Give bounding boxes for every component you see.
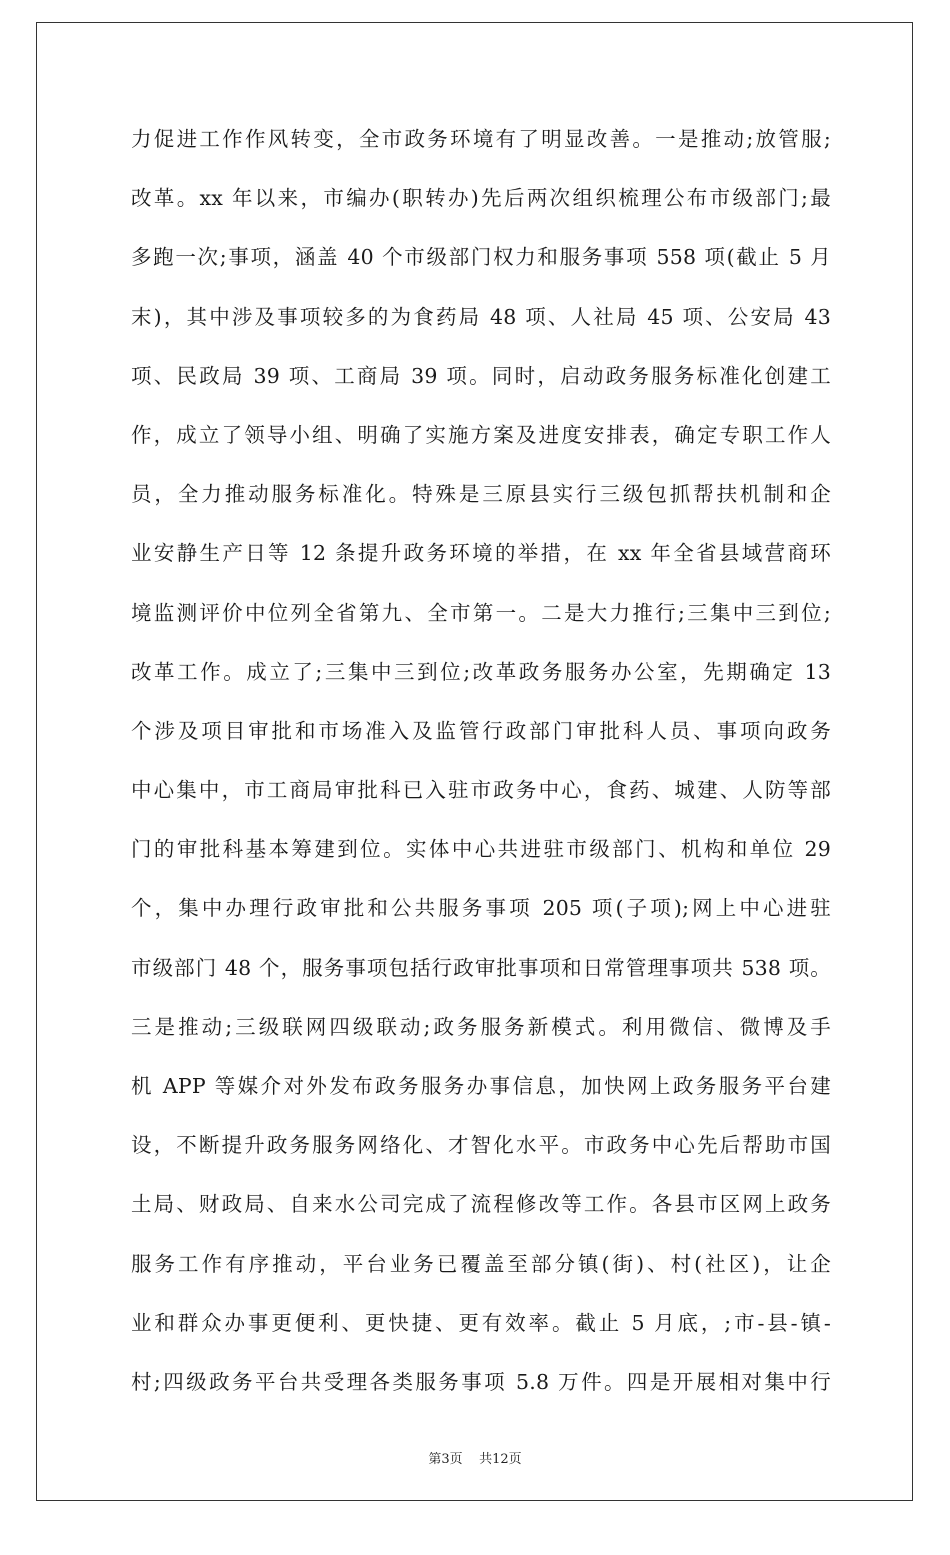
text-line-5: 项、民政局 39 项、工商局 39 项。同时，启动政务服务标准化创建工 (131, 363, 831, 388)
text-line-20: 服务工作有序推动，平台业务已覆盖至部分镇(街)、村(社区)，让企 (131, 1251, 831, 1276)
text-line-22: 村;四级政务平台共受理各类服务事项 5.8 万件。四是开展相对集中行 (131, 1369, 831, 1394)
text-line-1: 力促进工作作风转变，全市政务环境有了明显改善。一是推动;放管服; (131, 127, 831, 151)
text-line-21: 业和群众办事更便利、更快捷、更有效率。截止 5 月底，;市-县-镇- (131, 1310, 831, 1335)
text-line-9: 境监测评价中位列全省第九、全市第一。二是大力推行;三集中三到位; (131, 600, 831, 625)
text-line-2: 改革。xx 年以来，市编办(职转办)先后两次组织梳理公布市级部门;最 (131, 186, 831, 211)
text-line-12: 中心集中，市工商局审批科已入驻市政务中心，食药、城建、人防等部 (131, 778, 831, 803)
text-line-14: 个，集中办理行政审批和公共服务事项 205 项(子项);网上中心进驻 (131, 896, 831, 921)
text-line-7: 员，全力推动服务标准化。特殊是三原县实行三级包抓帮扶机制和企 (131, 482, 831, 507)
text-line-15: 市级部门 48 个，服务事项包括行政审批事项和日常管理事项共 538 项。 (131, 955, 831, 980)
text-line-8: 业安静生产日等 12 条提升政务环境的举措，在 xx 年全省县域营商环 (131, 541, 831, 566)
text-line-18: 设，不断提升政务服务网络化、才智化水平。市政务中心先后帮助市国 (131, 1133, 831, 1158)
page-number-footer: 第3页 共12页 (428, 1452, 522, 1467)
text-line-4: 末)，其中涉及事项较多的为食药局 48 项、人社局 45 项、公安局 43 (131, 304, 831, 329)
text-line-3: 多跑一次;事项，涵盖 40 个市级部门权力和服务事项 558 项(截止 5 月 (131, 245, 831, 270)
text-line-11: 个涉及项目审批和市场准入及监管行政部门审批科人员、事项向政务 (131, 718, 831, 743)
text-line-6: 作，成立了领导小组、明确了实施方案及进度安排表，确定专职工作人 (131, 422, 831, 447)
text-line-19: 土局、财政局、自来水公司完成了流程修改等工作。各县市区网上政务 (131, 1192, 831, 1217)
document-body (131, 110, 831, 1412)
text-line-16: 三是推动;三级联网四级联动;政务服务新模式。利用微信、微博及手 (131, 1014, 831, 1039)
text-line-13: 门的审批科基本筹建到位。实体中心共进驻市级部门、机构和单位 29 (131, 837, 831, 862)
text-line-10: 改革工作。成立了;三集中三到位;改革政务服务办公室，先期确定 13 (131, 659, 831, 684)
text-line-17: 机 APP 等媒介对外发布政务服务办事信息，加快网上政务服务平台建 (131, 1074, 831, 1098)
